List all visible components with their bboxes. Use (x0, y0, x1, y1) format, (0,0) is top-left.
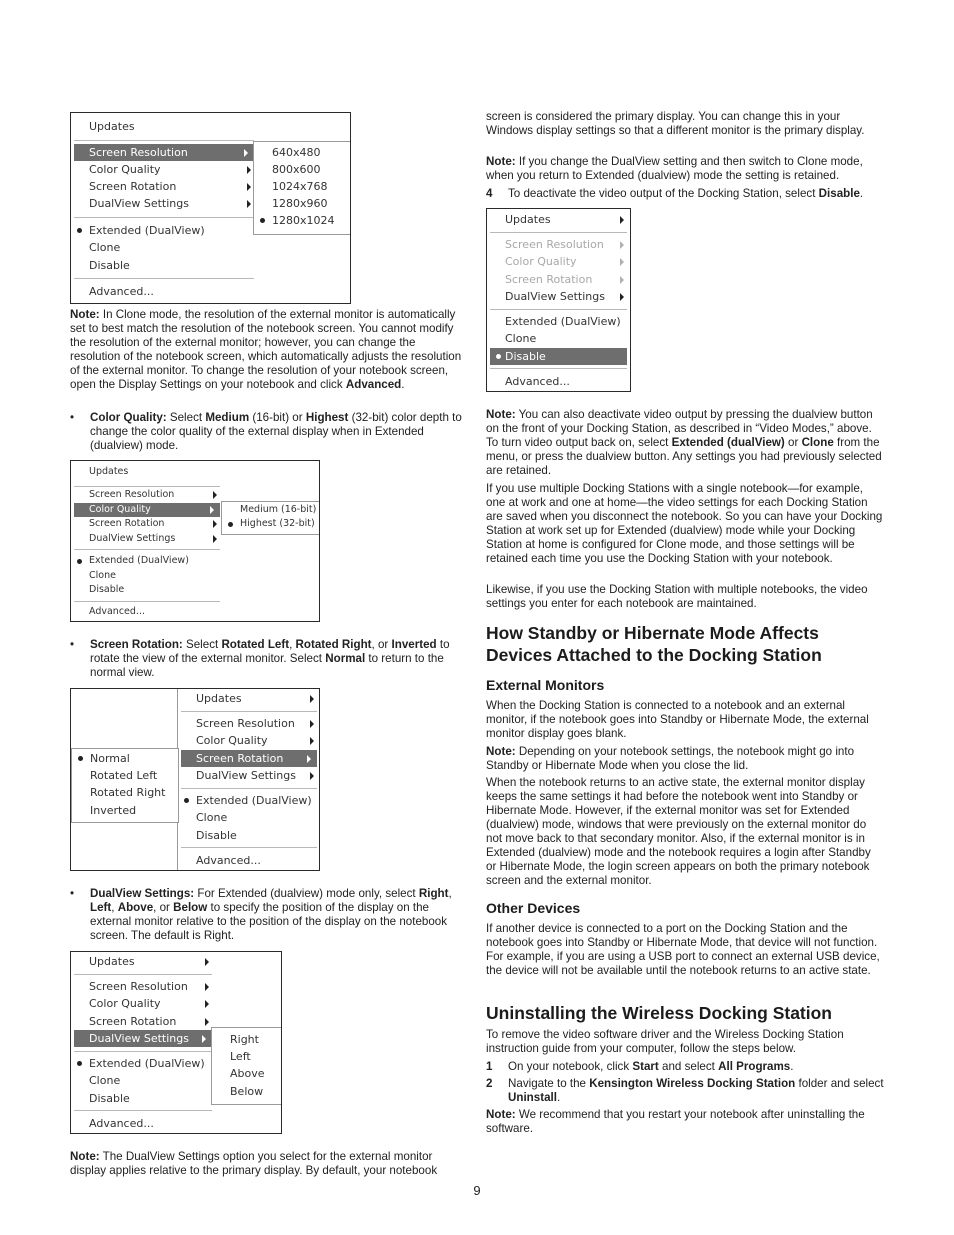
submenu-arrow-icon (244, 149, 248, 157)
submenu-arrow-icon (205, 1018, 209, 1026)
menu-item-extended[interactable]: Extended (DualView) (505, 315, 621, 328)
screenshot-dualview-menu (70, 951, 282, 1134)
radio-dot-icon (228, 522, 233, 527)
left-column (70, 0, 465, 1235)
note-restart: Note: We recommend that you restart your notebook after uninstalling the software. (486, 1108, 865, 1135)
note-dualview-primary: Note: The DualView Settings option you select for the external monitor display applies relative to the primary display. By default, your notebook (70, 1150, 438, 1177)
resolution-option[interactable]: 1024x768 (272, 180, 328, 193)
menu-item-extended[interactable]: Extended (DualView) (71, 1055, 215, 1072)
screenshot-color-quality-menu (70, 460, 320, 622)
menu-item-screen-resolution[interactable]: Screen Resolution (71, 978, 215, 995)
color-option[interactable]: Medium (16-bit) (240, 504, 317, 515)
menu-item-screen-rotation[interactable]: Screen Rotation (71, 1013, 215, 1030)
resolution-option[interactable]: 640x480 (272, 146, 321, 159)
menu-item-color-quality[interactable]: Color Quality (71, 995, 215, 1012)
menu-item-dualview-settings[interactable]: DualView Settings (178, 767, 320, 784)
resolution-option[interactable]: 800x600 (272, 163, 321, 176)
menu-item-clone[interactable]: Clone (505, 332, 537, 345)
menu-item-color-quality[interactable]: Color Quality (71, 161, 257, 178)
submenu-arrow-icon (310, 737, 314, 745)
menu-item-screen-rotation[interactable]: Screen Rotation (487, 271, 630, 288)
paragraph-active-state: When the notebook returns to an active state, the external monitor display keeps the same settings it had before the notebook went into Standby or Hibernate Mode. However, if the external monitor was set for Extended (dualview) mode, windows that were previously on the external monitor do not move back to that secondary monitor. Also, if the external monitor is in Extended (dualview) mode and the notebook requires a login after Standby or Hibernate Mode, the login screen appears on both the primary notebook screen and the external monitor. (486, 776, 871, 887)
rotation-option-selected[interactable]: Normal (72, 750, 178, 767)
menu-item-extended[interactable]: Extended (DualView) (178, 792, 320, 809)
menu-item-advanced[interactable]: Advanced... (89, 1117, 154, 1130)
menu-item-extended[interactable]: Extended (DualView) (71, 222, 257, 239)
dualview-option[interactable]: Right (230, 1033, 259, 1046)
menu-item-color-quality[interactable]: Color Quality (487, 253, 630, 270)
resolution-option[interactable]: 1280x960 (272, 197, 328, 210)
menu-item-dualview-settings[interactable]: DualView Settings (71, 195, 257, 212)
menu-item-screen-rotation[interactable]: Screen Rotation (71, 517, 223, 531)
submenu-arrow-icon (620, 241, 624, 249)
subheading-other-devices: Other Devices (486, 900, 581, 916)
context-menu (71, 113, 257, 303)
menu-item-screen-resolution[interactable]: Screen Resolution (487, 236, 630, 253)
rotation-option[interactable]: Inverted (90, 804, 137, 817)
submenu-arrow-icon (247, 183, 251, 191)
paragraph-multiple-notebooks: Likewise, if you use the Docking Station with multiple notebooks, the video settings you enter for each notebook are maintained. (486, 583, 868, 610)
note-clone-resolution: Note: In Clone mode, the resolution of the external monitor is automatically set to best match the resolution of the notebook screen. You cannot modify the resolution of the external monitor; however, you can change the resolution of the notebook screen, which automatically adjusts the resolution of the external monitor. To change the resolution of your notebook screen, open the Display Settings on your notebook and click Advanced. (70, 308, 462, 391)
note-close-lid: Note: Depending on your notebook settings, the notebook might go into Standby or Hibernate Mode when you close the lid. (486, 745, 855, 772)
radio-dot-icon (260, 218, 265, 223)
menu-item-advanced[interactable]: Advanced... (89, 285, 154, 298)
menu-item-clone[interactable]: Clone (89, 570, 116, 581)
radio-dot-icon (77, 559, 82, 564)
submenu-arrow-icon (213, 491, 217, 499)
menu-item-color-quality[interactable]: Color Quality (178, 732, 320, 749)
submenu-arrow-icon (205, 1000, 209, 1008)
menu-item-updates[interactable]: Updates (71, 953, 215, 970)
radio-dot-icon (77, 228, 82, 233)
paragraph-primary-display: screen is considered the primary display. You can change this in your Windows display settings so that a different monitor is the primary display. (486, 110, 865, 137)
menu-item-clone[interactable]: Clone (89, 241, 121, 254)
menu-item-screen-resolution[interactable]: Screen Resolution (71, 488, 223, 502)
paragraph-uninstall-intro: To remove the video software driver and the Wireless Docking Station instruction guide from your computer, follow the steps below. (486, 1028, 844, 1055)
bullet-dualview-settings: • DualView Settings: For Extended (dualview) mode only, select Right, Left, Above, or Below to specify the position of the display on the external monitor relative to the position of the display on the notebook screen. The default is Right. (70, 887, 452, 942)
submenu-arrow-icon (620, 293, 624, 301)
submenu-arrow-icon (205, 958, 209, 966)
submenu-arrow-icon (247, 166, 251, 174)
heading-standby-hibernate: How Standby or Hibernate Mode Affects Devices Attached to the Docking Station (486, 623, 822, 665)
resolution-submenu (253, 141, 351, 235)
paragraph-multiple-stations: If you use multiple Docking Stations with a single notebook—for example, one at work and one at home—the video settings for each Docking Station are saved when you disconnect the notebook. So you can have your Docking Station at work set up for Extended (dualview) mode while your Docking Station at home is configured for Clone mode, and those settings will be retained each time you use the Docking Station with your notebook. (486, 482, 883, 565)
bullet-color-quality: • Color Quality: Select Medium (16-bit) or Highest (32-bit) color depth to change the color quality of the external display when in Extended (dualview) mode. (70, 411, 462, 452)
menu-item-updates[interactable]: Updates (178, 690, 320, 707)
submenu-arrow-icon (310, 695, 314, 703)
submenu-arrow-icon (210, 506, 214, 514)
submenu-arrow-icon (213, 535, 217, 543)
submenu-arrow-icon (310, 720, 314, 728)
submenu-arrow-icon (620, 216, 624, 224)
bullet-screen-rotation: • Screen Rotation: Select Rotated Left, Rotated Right, or Inverted to rotate the view of the external monitor. Select Normal to return to the normal view. (70, 638, 450, 679)
menu-item-advanced[interactable]: Advanced... (505, 375, 570, 388)
menu-item-screen-rotation[interactable]: Screen Rotation (71, 178, 257, 195)
menu-item-disable[interactable]: Disable (89, 259, 130, 272)
color-option-selected[interactable]: Highest (32-bit) (222, 517, 320, 531)
step-4-disable: 4 To deactivate the video output of the Docking Station, select Disable. (486, 187, 864, 200)
menu-item-clone[interactable]: Clone (89, 1074, 121, 1087)
paragraph-external-monitors: When the Docking Station is connected to a notebook and an external monitor, if the notebook goes into Standby or Hibernate Mode, the external monitor display goes blank. (486, 699, 869, 740)
screenshot-rotation-menu (70, 688, 320, 871)
radio-dot-icon (184, 798, 189, 803)
context-menu (71, 952, 215, 1133)
menu-item-dualview-settings[interactable]: DualView Settings (71, 532, 223, 546)
paragraph-other-devices: If another device is connected to a port on the Docking Station and the notebook goes into Standby or Hibernate Mode, that device will not function. For example, if you are using a USB port to connect an external USB device, the device will not be available until the notebook returns to an active state. (486, 922, 880, 977)
subheading-external-monitors: External Monitors (486, 677, 605, 693)
menu-item-screen-resolution[interactable]: Screen Resolution (74, 144, 254, 161)
screenshot-resolution-menu (70, 112, 351, 304)
resolution-option-selected[interactable]: 1280x1024 (254, 212, 350, 229)
dualview-option[interactable]: Below (230, 1085, 264, 1098)
note-dualview-retained: Note: If you change the DualView setting and then switch to Clone mode, when you return to Extended (dualview) mode the setting is retained. (486, 155, 863, 182)
submenu-arrow-icon (247, 200, 251, 208)
context-menu (177, 688, 320, 871)
menu-item-screen-resolution[interactable]: Screen Resolution (178, 715, 320, 732)
radio-dot-icon (78, 756, 83, 761)
menu-item-dualview-settings[interactable]: DualView Settings (74, 1030, 212, 1047)
submenu-arrow-icon (213, 520, 217, 528)
context-menu (71, 461, 223, 621)
submenu-arrow-icon (620, 276, 624, 284)
dualview-option[interactable]: Above (230, 1067, 265, 1080)
menu-item-disable[interactable]: Disable (89, 584, 125, 595)
menu-item-extended[interactable]: Extended (DualView) (71, 554, 223, 568)
color-quality-submenu (221, 501, 320, 535)
menu-item-color-quality[interactable]: Color Quality (74, 503, 220, 517)
submenu-arrow-icon (205, 983, 209, 991)
menu-item-disable[interactable]: Disable (490, 348, 627, 365)
note-dualview-button: Note: You can also deactivate video output by pressing the dualview button on the front of your Docking Station, as described in “Video Modes,” above. To turn video output back on, select Extended (dualView) or Clone from the menu, or press the dualview button. Any settings you had previously selected are retained. (486, 408, 882, 477)
menu-item-disable[interactable]: Disable (196, 829, 237, 842)
menu-item-clone[interactable]: Clone (196, 811, 228, 824)
menu-item-advanced[interactable]: Advanced... (89, 606, 145, 617)
radio-dot-icon (77, 1061, 82, 1066)
context-menu (487, 209, 630, 391)
dualview-submenu (211, 1027, 282, 1105)
dualview-option[interactable]: Left (230, 1050, 251, 1063)
menu-item-dualview-settings[interactable]: DualView Settings (487, 288, 630, 305)
menu-item-updates[interactable]: Updates (487, 211, 630, 228)
radio-dot-icon (496, 354, 501, 359)
rotation-submenu (71, 748, 179, 823)
step-2-uninstall: 2 Navigate to the Kensington Wireless Docking Station folder and select Uninstall. (486, 1077, 884, 1104)
heading-uninstalling: Uninstalling the Wireless Docking Station (486, 1003, 833, 1023)
menu-item-updates[interactable]: Updates (89, 120, 135, 133)
rotation-option[interactable]: Rotated Left (90, 769, 158, 782)
submenu-arrow-icon (620, 258, 624, 266)
rotation-option[interactable]: Rotated Right (90, 786, 166, 799)
right-column (486, 0, 884, 1235)
screenshot-disable-menu (486, 208, 631, 392)
menu-item-updates[interactable]: Updates (89, 466, 129, 477)
menu-item-advanced[interactable]: Advanced... (196, 854, 261, 867)
submenu-arrow-icon (307, 755, 311, 763)
submenu-arrow-icon (310, 772, 314, 780)
submenu-arrow-icon (202, 1035, 206, 1043)
menu-item-screen-rotation[interactable]: Screen Rotation (181, 750, 317, 767)
page-number: 9 (473, 1183, 481, 1198)
menu-item-disable[interactable]: Disable (89, 1092, 130, 1105)
step-1-start: 1 On your notebook, click Start and select All Programs. (486, 1060, 794, 1073)
